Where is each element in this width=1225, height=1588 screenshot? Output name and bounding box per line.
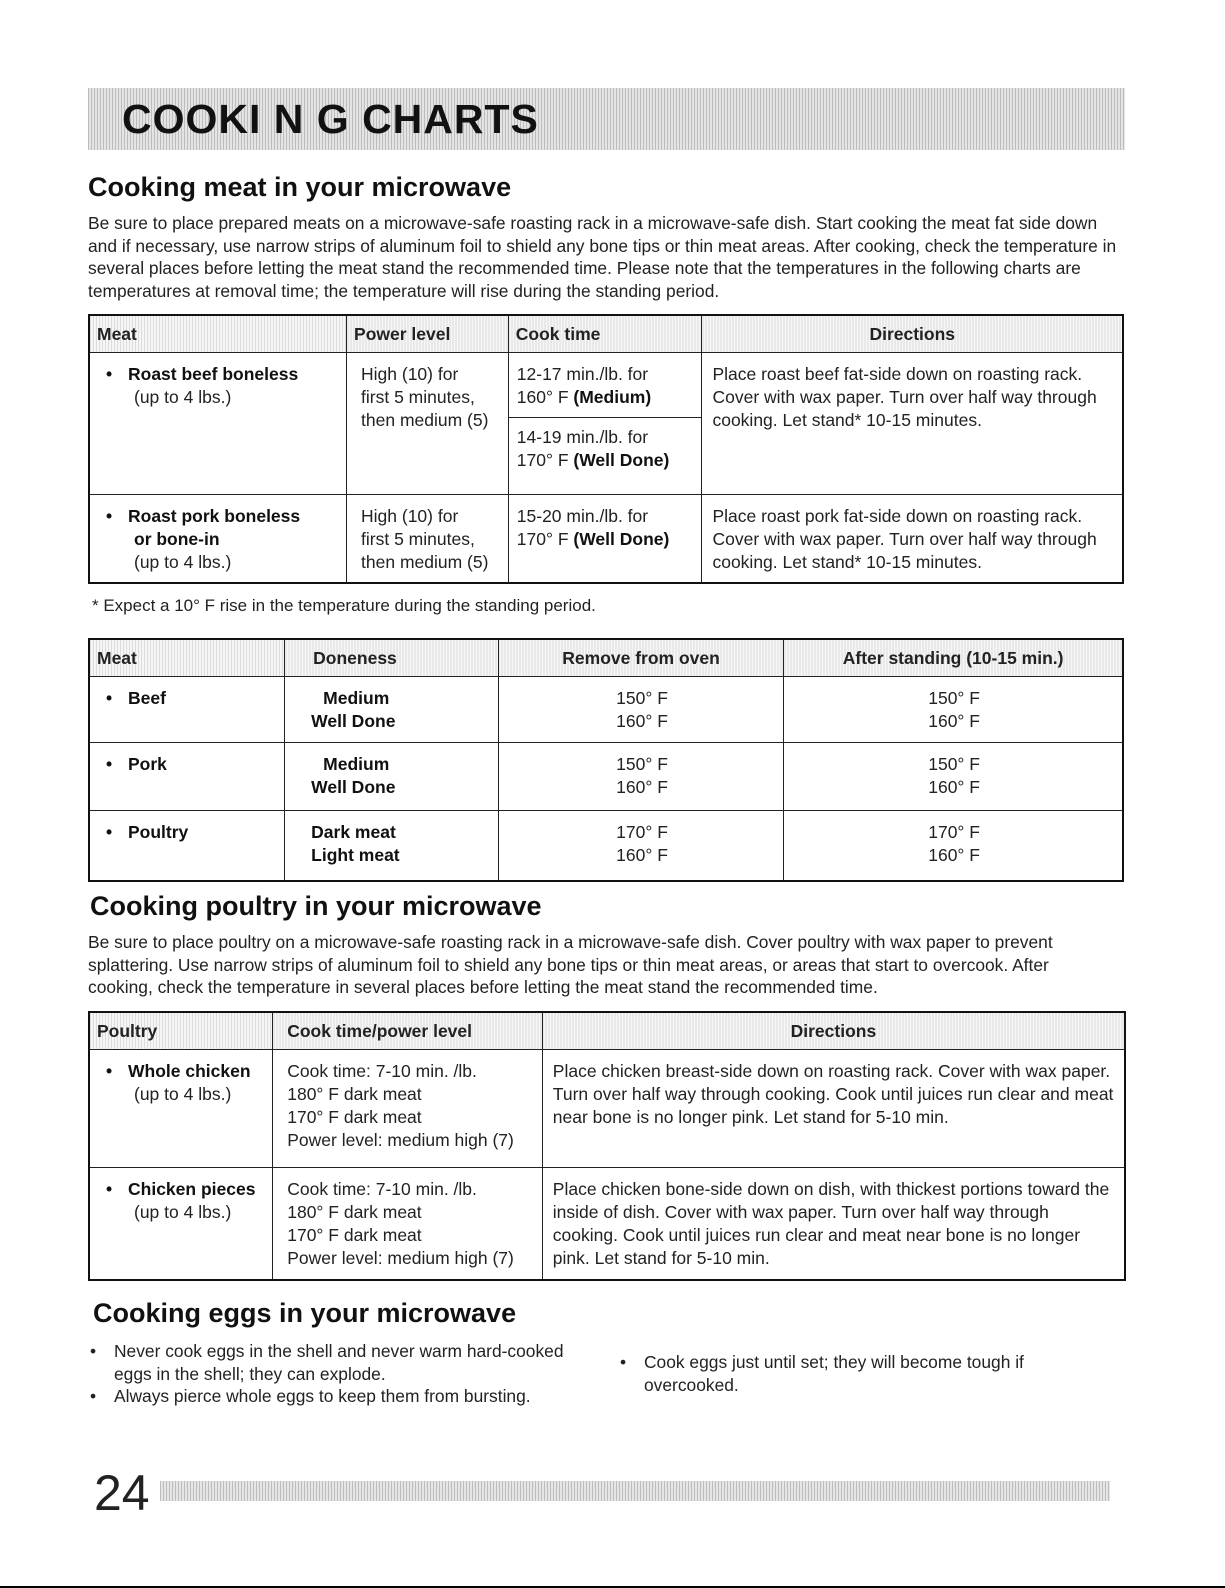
- doneness-table: [88, 638, 1124, 882]
- table-row: [89, 811, 1123, 881]
- after-temp: 160° F: [928, 711, 980, 731]
- meat-table: [88, 314, 1124, 584]
- after-temp: 150° F: [928, 688, 980, 708]
- poultry-intro: Be sure to place poultry on a microwave-safe roasting rack in a microwave-safe dish. Cover poultry with wax paper to prevent splattering. Use narrow strips of aluminum foil to shield any bone tips or thin meat areas, or areas that start to overcook. After cooking, check the temperature in several places before letting the meat stand the recommended time.: [88, 932, 1053, 997]
- meat-name: • Roast pork boneless: [100, 506, 300, 526]
- power-line: first 5 minutes,: [361, 529, 475, 549]
- list-item: • Always pierce whole eggs to keep them from bursting.: [88, 1385, 588, 1408]
- footer-bar: [160, 1481, 1110, 1501]
- poultry-note: (up to 4 lbs.): [134, 1084, 232, 1104]
- eggs-right-list: [618, 1351, 1088, 1396]
- list-item: • Never cook eggs in the shell and never warm hard-cooked eggs in the shell; they can explode.: [88, 1340, 588, 1385]
- header-power-level: Power level: [347, 315, 509, 353]
- table-row: [89, 495, 1123, 583]
- meat-intro: Be sure to place prepared meats on a microwave-safe roasting rack in a microwave-safe dish. Start cooking the meat fat side down and if necessary, use narrow strips of aluminum foil to shield any bone tips or thin meat areas. After cooking, check the temperature in several places before letting the meat stand the recommended time. Please note that the temperatures in the following charts are temperatures at removal time; the temperature will rise during the standing period.: [88, 213, 1117, 301]
- power-line: first 5 minutes,: [361, 387, 475, 407]
- power-line: High (10) for: [361, 506, 459, 526]
- meat-name-extra: or bone-in: [134, 529, 220, 549]
- doneness-label: (Well Done): [573, 450, 670, 470]
- header-meat: Meat: [89, 315, 347, 353]
- meat-heading: Cooking meat in your microwave: [88, 172, 512, 202]
- header-directions: Directions: [702, 315, 1123, 353]
- table-row: [89, 743, 1123, 811]
- poultry-heading: Cooking poultry in your microwave: [90, 891, 542, 921]
- temp: 160° F: [516, 387, 569, 407]
- doneness-value: Well Done: [311, 777, 396, 797]
- poultry-table: [88, 1011, 1126, 1281]
- cook-line: 170° F dark meat: [287, 1225, 422, 1245]
- cook-line: Power level: medium high (7): [287, 1130, 514, 1150]
- remove-temp: 150° F: [616, 754, 668, 774]
- doneness-value: Medium: [323, 688, 390, 708]
- page-title: COOKI N G CHARTS: [122, 96, 539, 142]
- remove-temp: 150° F: [616, 688, 668, 708]
- eggs-heading: Cooking eggs in your microwave: [93, 1298, 517, 1328]
- header-remove-from-oven: Remove from oven: [498, 639, 783, 677]
- remove-temp: 160° F: [616, 777, 668, 797]
- cook-line: Cook time: 7-10 min. /lb.: [287, 1179, 477, 1199]
- after-temp: 160° F: [928, 777, 980, 797]
- header-cook-time: Cook time: [508, 315, 702, 353]
- doneness-label: (Well Done): [573, 529, 670, 549]
- directions-text: Place roast beef fat-side down on roasting rack. Cover with wax paper. Turn over half way through cooking. Let stand* 10-15 minutes.: [712, 364, 1097, 430]
- cook-line: 170° F dark meat: [287, 1107, 422, 1127]
- cook-time-well-done: 14-19 min./lb. for: [516, 427, 649, 447]
- cook-line: 180° F dark meat: [287, 1084, 422, 1104]
- temp: 170° F: [516, 529, 569, 549]
- cook-time: 15-20 min./lb. for: [516, 506, 649, 526]
- section-banner: [88, 88, 1125, 150]
- power-line: then medium (5): [361, 552, 489, 572]
- doneness-value: Medium: [323, 754, 390, 774]
- doneness-value: Dark meat: [311, 822, 396, 842]
- meat-note: (up to 4 lbs.): [134, 387, 232, 407]
- after-temp: 150° F: [928, 754, 980, 774]
- remove-temp: 160° F: [616, 711, 668, 731]
- remove-temp: 170° F: [616, 822, 668, 842]
- table-row: [89, 1050, 1125, 1168]
- list-item: • Cook eggs just until set; they will become tough if overcooked.: [618, 1351, 1088, 1396]
- doneness-value: Well Done: [311, 711, 396, 731]
- power-line: then medium (5): [361, 410, 489, 430]
- header-doneness: Doneness: [285, 639, 499, 677]
- meat-name: • Pork: [100, 754, 167, 774]
- header-meat: Meat: [89, 639, 285, 677]
- header-after-standing: After standing (10-15 min.): [784, 639, 1123, 677]
- doneness-label: (Medium): [573, 387, 652, 407]
- directions-text: Place roast pork fat-side down on roasting rack. Cover with wax paper. Turn over half way through cooking. Let stand* 10-15 minutes.: [712, 506, 1097, 572]
- cook-line: Power level: medium high (7): [287, 1248, 514, 1268]
- header-cook-time-power: Cook time/power level: [273, 1012, 543, 1050]
- directions-text: Place chicken breast-side down on roasting rack. Cover with wax paper. Turn over half way through cooking. Cook until juices run clear and meat near bone is no longer pink. Let stand for 5-10 min.: [552, 1061, 1114, 1127]
- eggs-left-list: [88, 1340, 588, 1408]
- remove-temp: 160° F: [616, 845, 668, 865]
- page-number: 24: [94, 1465, 150, 1521]
- table-row: [89, 353, 1123, 495]
- header-directions: Directions: [542, 1012, 1125, 1050]
- cook-line: Cook time: 7-10 min. /lb.: [287, 1061, 477, 1081]
- header-poultry: Poultry: [89, 1012, 273, 1050]
- poultry-note: (up to 4 lbs.): [134, 1202, 232, 1222]
- footnote: * Expect a 10° F rise in the temperature during the standing period.: [92, 596, 596, 615]
- table-row: [89, 1168, 1125, 1280]
- directions-text: Place chicken bone-side down on dish, with thickest portions toward the inside of dish. Cover with wax paper. Turn over half way through cooking. Cook until juices run clear and meat near bone is no longer pink. Let stand for 5-10 min.: [552, 1179, 1110, 1268]
- cook-time-medium: 12-17 min./lb. for: [516, 364, 649, 384]
- meat-name: • Beef: [100, 688, 166, 708]
- after-temp: 160° F: [928, 845, 980, 865]
- poultry-name: • Whole chicken: [100, 1061, 251, 1081]
- cook-line: 180° F dark meat: [287, 1202, 422, 1222]
- after-temp: 170° F: [928, 822, 980, 842]
- meat-note: (up to 4 lbs.): [134, 552, 232, 572]
- meat-name: • Roast beef boneless: [100, 364, 298, 384]
- meat-name: • Poultry: [100, 822, 188, 842]
- poultry-name: • Chicken pieces: [100, 1179, 255, 1199]
- temp: 170° F: [516, 450, 569, 470]
- power-line: High (10) for: [361, 364, 459, 384]
- doneness-value: Light meat: [311, 845, 400, 865]
- table-row: [89, 677, 1123, 743]
